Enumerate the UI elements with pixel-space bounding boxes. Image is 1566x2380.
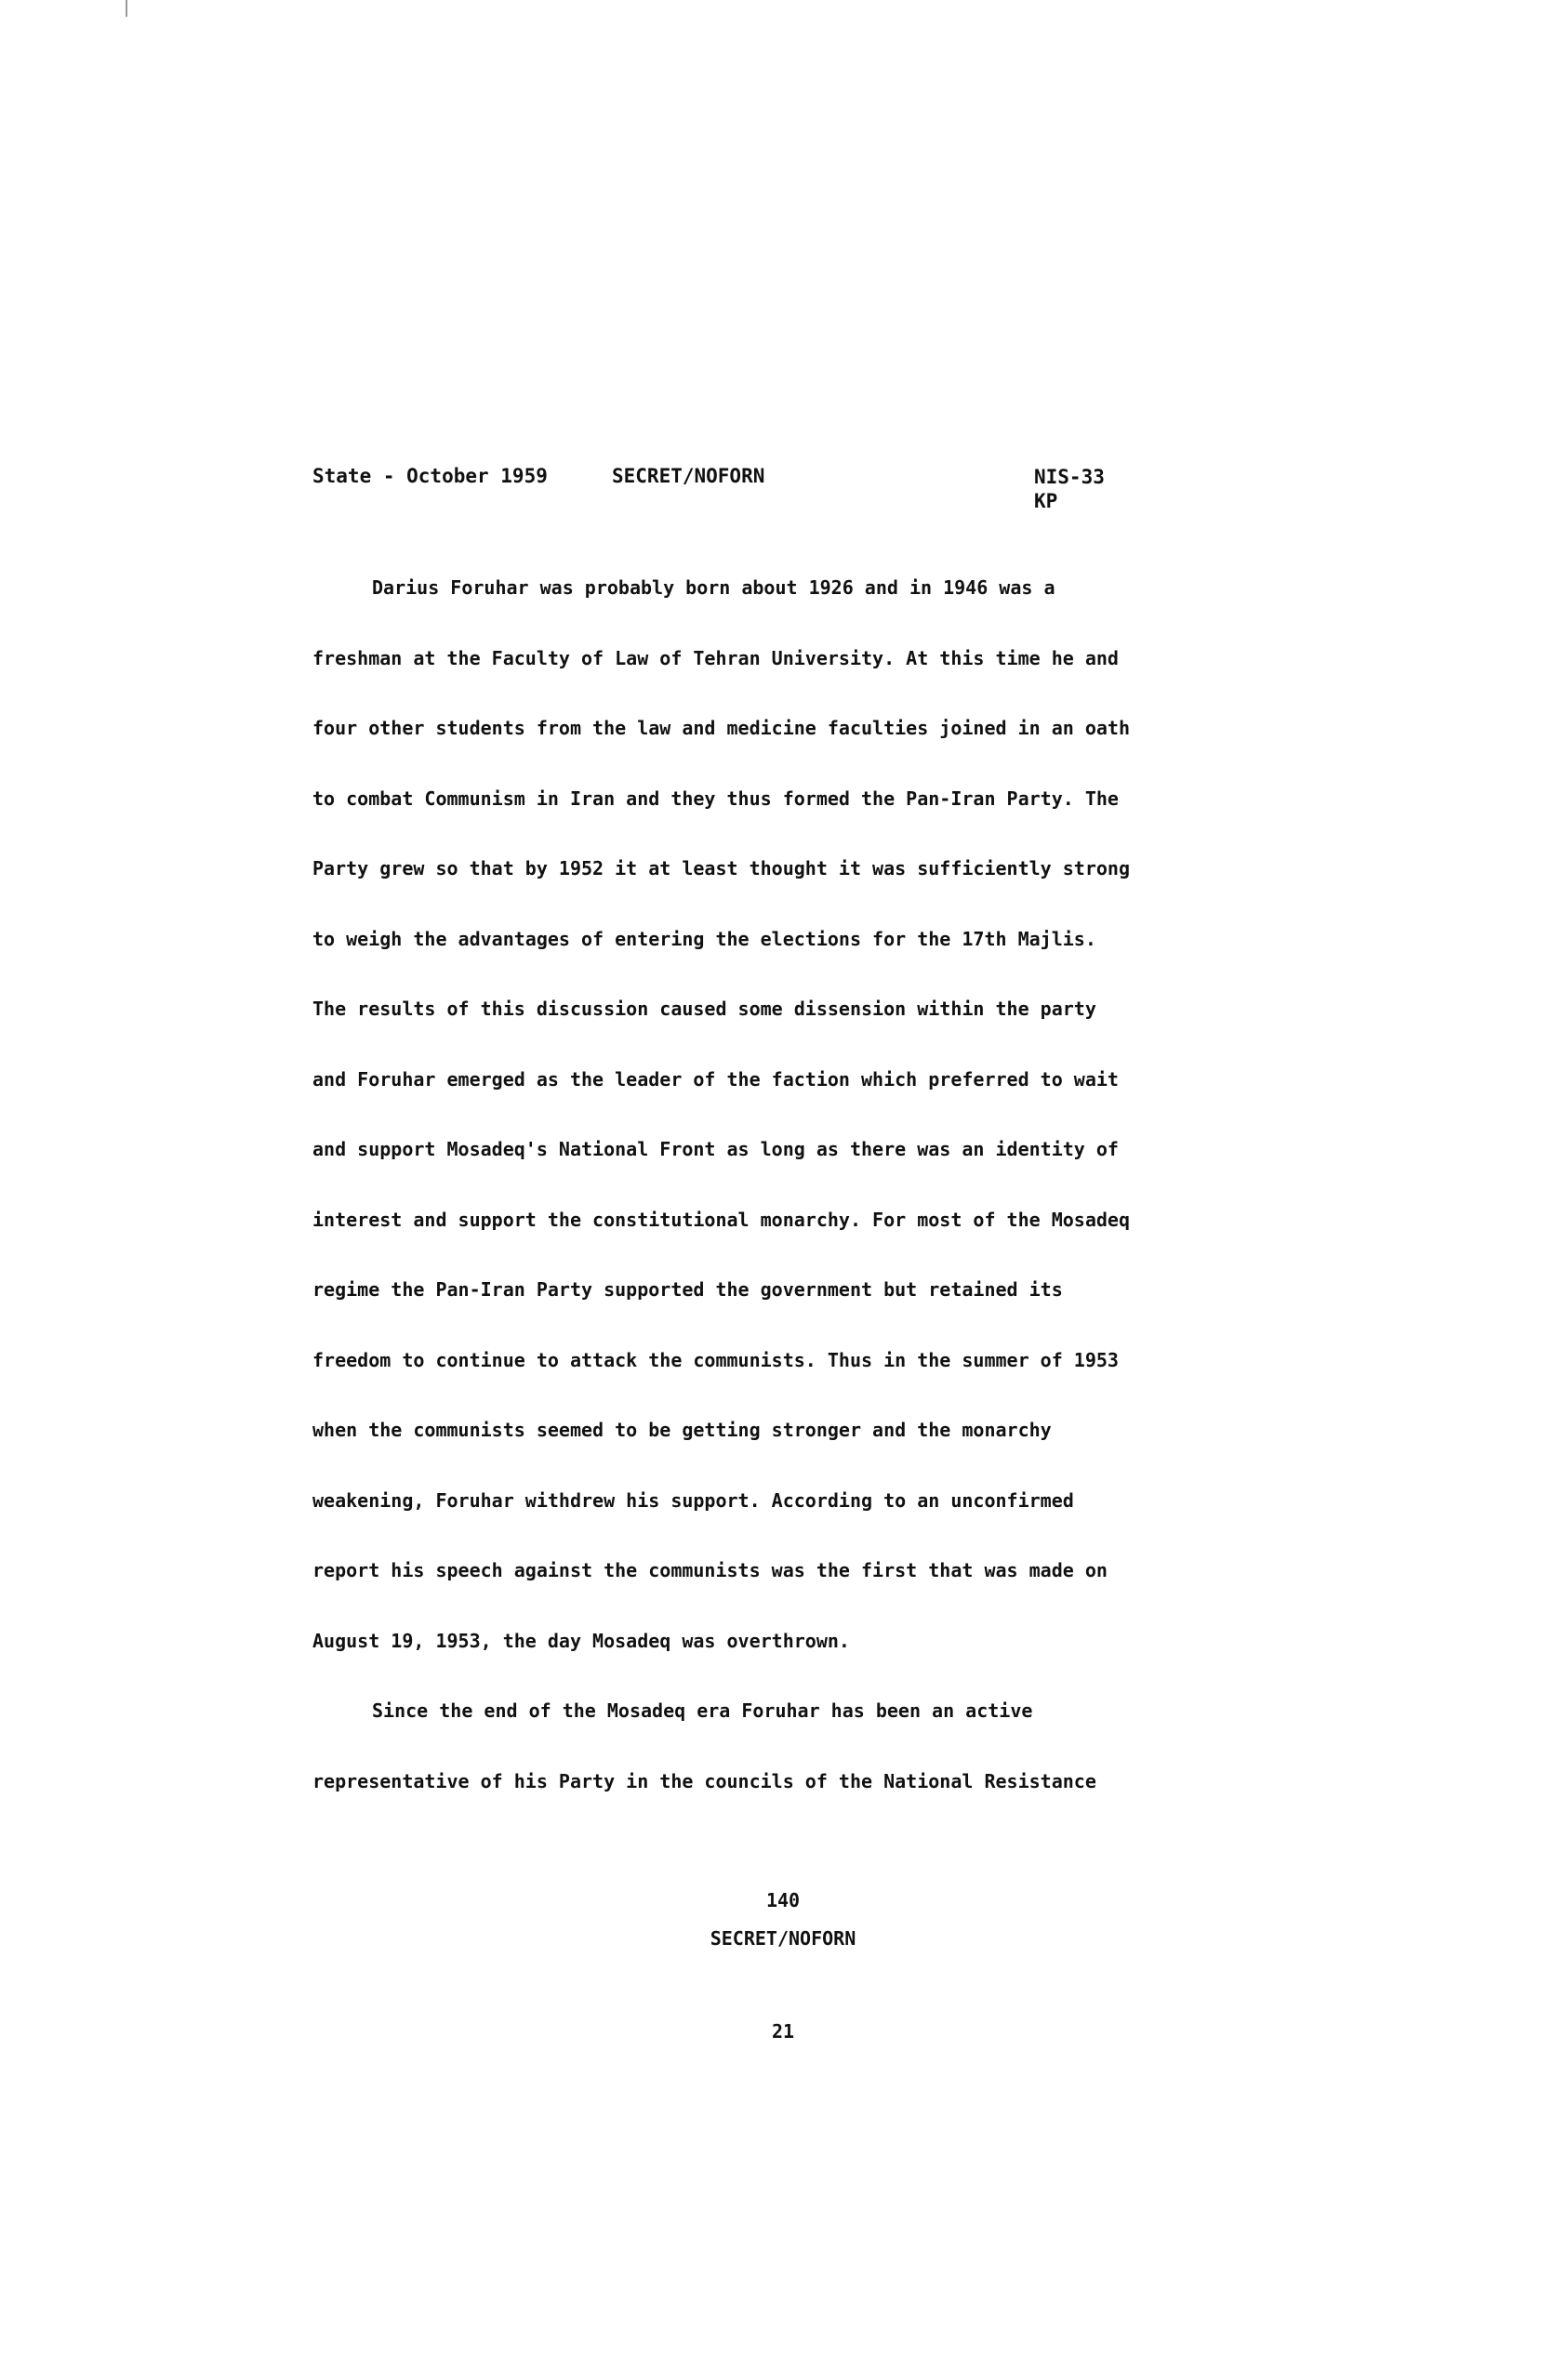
footer-page-number: 140	[765, 1889, 801, 1911]
paragraph-resistance: Since the end of the Mosadeq era Foruhar has been an active representative of his Party in the councils of the National Resistance	[312, 1699, 1096, 1792]
header-source-date: State - October 1959	[312, 465, 548, 487]
header-classification: SECRET/NOFORN	[612, 465, 765, 487]
header-section: KP	[1034, 490, 1058, 512]
page-header	[312, 465, 1121, 521]
header-series: NIS-33	[1034, 466, 1105, 488]
header-reference	[1034, 465, 1105, 513]
scan-edge-mark	[126, 0, 127, 17]
footer-sheet-number: 21	[771, 2020, 795, 2043]
footer-classification: SECRET/NOFORN	[710, 1927, 856, 1950]
body-text	[312, 553, 1131, 1817]
paragraph-biography: Darius Foruhar was probably born about 1926 and in 1946 was a freshman at the Faculty of Law of Tehran University. At this time he and four other students from the law and medicine faculties joined in an oath to combat Communism in Iran and they thus formed the Pan-Iran Party. The Party grew so that by 1952 it at least thought it was sufficiently strong to weigh the advantages of entering the elections for the 17th Majlis. The results of this discussion caused some dissension within the party and Foruhar emerged as the leader of the faction which preferred to wait and support Mosadeq's National Front as long as there was an identity of interest and support the constitutional monarchy. For most of the Mosadeq regime the Pan-Iran Party supported the government but retained its freedom to continue to attack the communists. Thus in the summer of 1953 when the communists seemed to be getting stronger and the monarchy weakening, Foruhar withdrew his support. According to an unconfirmed report his speech against the communists was the first that was made on August 19, 1953, the day Mosadeq was overthrown.	[312, 576, 1130, 1652]
